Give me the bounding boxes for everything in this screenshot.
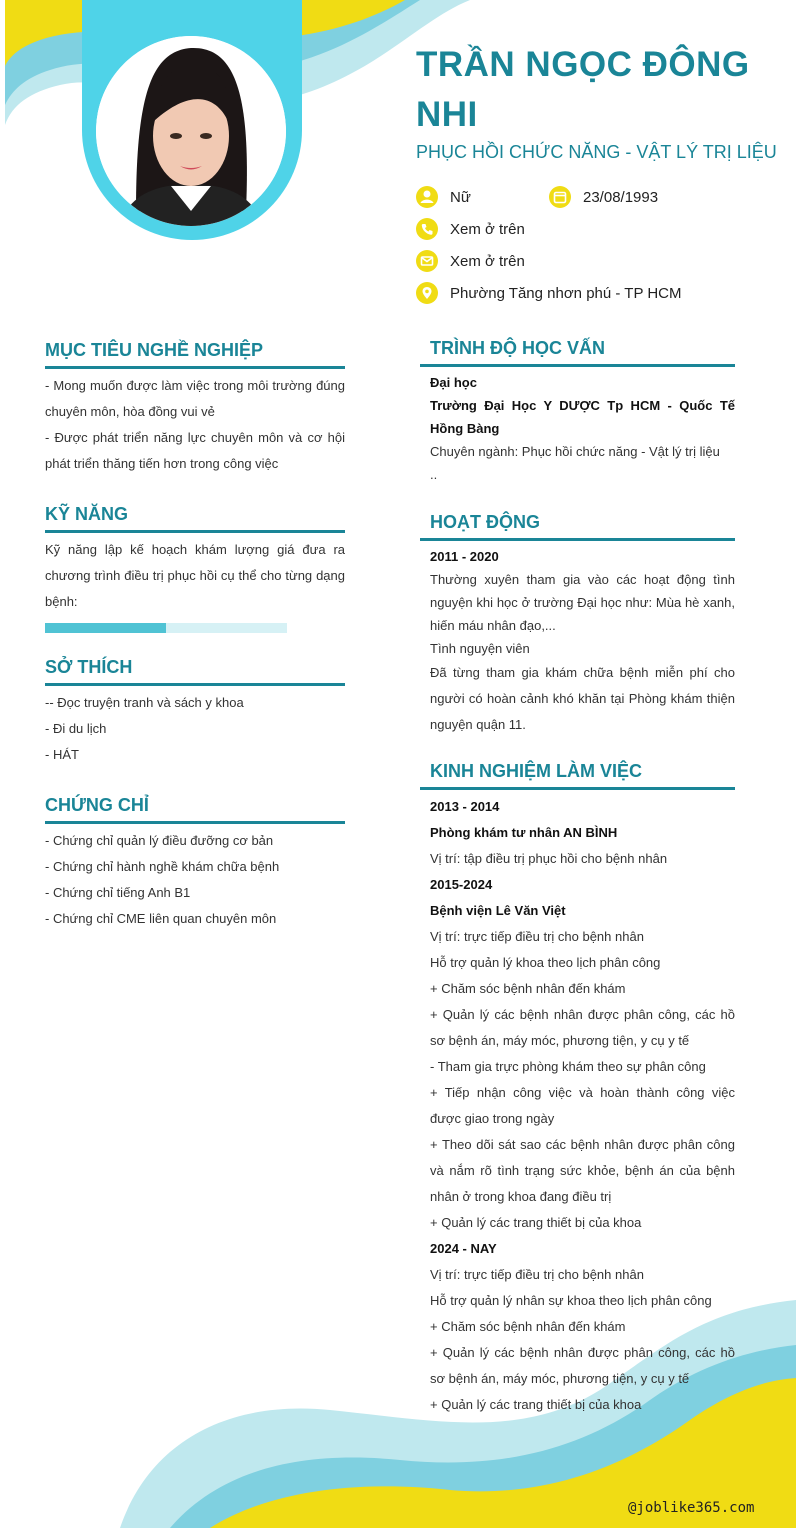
job-line: Vị trí: trực tiếp điều trị cho bệnh nhân bbox=[430, 1267, 644, 1282]
job-line: - Tham gia trực phòng khám theo sự phân công bbox=[430, 1059, 706, 1074]
section-title: HOẠT ĐỘNG bbox=[420, 512, 735, 541]
job-company: Bệnh viện Lê Văn Việt bbox=[430, 903, 566, 918]
gender-value: Nữ bbox=[450, 188, 471, 206]
job-period: 2024 - NAY bbox=[430, 1241, 497, 1256]
activity-period: 2011 - 2020 bbox=[430, 549, 499, 564]
certificate-item: - Chứng chỉ CME liên quan chuyên môn bbox=[45, 911, 277, 926]
skill-text: Kỹ năng lập kế hoạch khám lượng giá đưa ra chương trình điều trị phục hồi cụ thể cho từng dạng bệnh: bbox=[45, 542, 345, 609]
certificate-item: - Chứng chỉ quản lý điều đưỡng cơ bản bbox=[45, 833, 274, 848]
skills-section bbox=[45, 504, 345, 633]
skill-level-fill bbox=[45, 623, 166, 633]
section-title: KINH NGHIỆM LÀM VIỆC bbox=[420, 761, 735, 790]
job-line: + Tiếp nhận công việc và hoàn thành công việc được giao trong ngày bbox=[430, 1085, 735, 1126]
job-line: + Quản lý các trang thiết bị của khoa bbox=[430, 1397, 642, 1412]
certificate-item: - Chứng chỉ tiếng Anh B1 bbox=[45, 885, 191, 900]
hobby-item: - Đi du lịch bbox=[45, 721, 107, 736]
section-title: CHỨNG CHỈ bbox=[45, 795, 345, 824]
address-row bbox=[416, 282, 682, 304]
objective-line: - Được phát triển năng lực chuyên môn và cơ hội phát triển thăng tiến hơn trong công việc bbox=[45, 430, 345, 471]
job-company: Phòng khám tư nhân AN BÌNH bbox=[430, 825, 618, 840]
objective-line: - Mong muốn được làm việc trong môi trường đúng chuyên môn, hòa đồng vui vẻ bbox=[45, 378, 345, 419]
education-extra: .. bbox=[430, 467, 438, 482]
phone-icon bbox=[416, 218, 438, 240]
education-section bbox=[420, 338, 735, 486]
job-line: Vị trí: trực tiếp điều trị cho bệnh nhân bbox=[430, 929, 644, 944]
section-title: MỤC TIÊU NGHỀ NGHIỆP bbox=[45, 340, 345, 369]
hobby-item: - HÁT bbox=[45, 747, 79, 762]
email-row bbox=[416, 250, 525, 272]
hobbies-section bbox=[45, 657, 345, 768]
activity-detail: Đã từng tham gia khám chữa bệnh miễn phí cho người có hoàn cảnh khó khăn tại Phòng khám thiện nguyện quận 11. bbox=[430, 665, 735, 732]
phone-row bbox=[416, 218, 525, 240]
job-line: + Chăm sóc bệnh nhân đến khám bbox=[430, 981, 626, 996]
job-period: 2013 - 2014 bbox=[430, 799, 500, 814]
education-degree: Đại học bbox=[430, 375, 477, 390]
phone-value: Xem ở trên bbox=[450, 220, 525, 238]
activity-role: Tình nguyện viên bbox=[430, 641, 530, 656]
footer-watermark: @joblike365.com bbox=[628, 1500, 755, 1516]
activities-section bbox=[420, 512, 735, 738]
job-title: PHỤC HỒI CHỨC NĂNG - VẬT LÝ TRỊ LIỆU bbox=[416, 142, 777, 162]
location-pin-icon bbox=[416, 282, 438, 304]
person-icon bbox=[416, 186, 438, 208]
objective-section bbox=[45, 340, 345, 477]
job-line: + Theo dõi sát sao các bệnh nhân được phân công và nắm rõ tình trạng sức khỏe, bệnh án của bệnh nhân ở trong khoa đang điều trị bbox=[430, 1137, 735, 1204]
job-period: 2015-2024 bbox=[430, 877, 493, 892]
job-line: + Quản lý các trang thiết bị của khoa bbox=[430, 1215, 642, 1230]
job-line: Vị trí: tập điều trị phục hồi cho bệnh nhân bbox=[430, 851, 668, 866]
birthdate-value: 23/08/1993 bbox=[583, 188, 659, 206]
email-icon bbox=[416, 250, 438, 272]
job-line: Hỗ trợ quản lý khoa theo lịch phân công bbox=[430, 955, 661, 970]
calendar-icon bbox=[549, 186, 571, 208]
certificate-item: - Chứng chỉ hành nghề khám chữa bệnh bbox=[45, 859, 280, 874]
education-major: Chuyên ngành: Phục hồi chức năng - Vật lý trị liệu bbox=[430, 444, 720, 459]
email-value: Xem ở trên bbox=[450, 252, 525, 270]
hobby-item: -- Đọc truyện tranh và sách y khoa bbox=[45, 695, 244, 710]
experience-section bbox=[420, 761, 735, 1418]
job-line: + Chăm sóc bệnh nhân đến khám bbox=[430, 1319, 626, 1334]
education-school: Trường Đại Học Y DƯỢC Tp HCM - Quốc Tế Hồng Bàng bbox=[430, 398, 735, 436]
section-title: KỸ NĂNG bbox=[45, 504, 345, 533]
job-line: + Quản lý các bệnh nhân được phân công, các hồ sơ bệnh án, máy móc, phương tiện, y cụ y tế bbox=[430, 1007, 735, 1048]
activity-desc: Thường xuyên tham gia vào các hoạt động tình nguyện khi học ở trường Đại học như: Mùa hè xanh, hiến máu nhân đạo,... bbox=[430, 572, 735, 633]
gender-row bbox=[416, 186, 471, 208]
job-line: + Quản lý các bệnh nhân được phân công, các hồ sơ bệnh án, máy móc, phương tiện, y cụ y tế bbox=[430, 1345, 735, 1386]
section-title: TRÌNH ĐỘ HỌC VẤN bbox=[420, 338, 735, 367]
section-title: SỞ THÍCH bbox=[45, 657, 345, 686]
certificates-section bbox=[45, 795, 345, 932]
skill-level-bar bbox=[45, 623, 287, 633]
birthdate-row bbox=[549, 186, 658, 208]
profile-photo bbox=[96, 36, 286, 226]
address-value: Phường Tăng nhơn phú - TP HCM bbox=[450, 284, 682, 302]
candidate-name: TRẦN NGỌC ĐÔNG NHI bbox=[416, 45, 750, 134]
job-line: Hỗ trợ quản lý nhân sự khoa theo lịch phân công bbox=[430, 1293, 712, 1308]
